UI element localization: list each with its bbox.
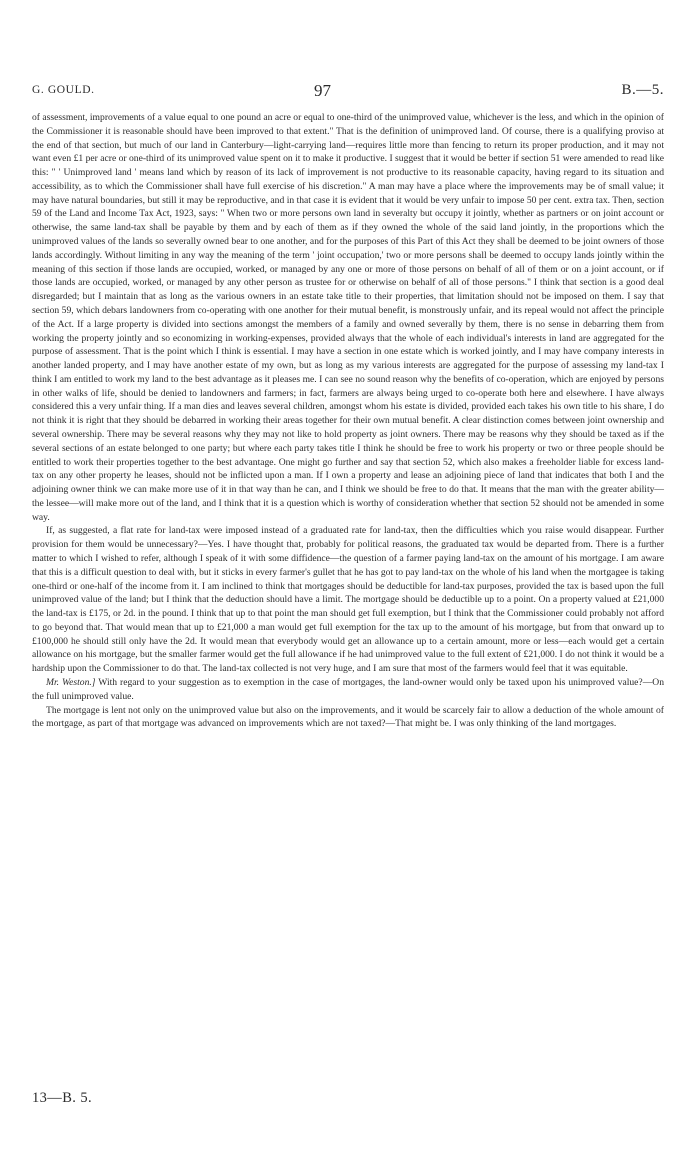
paragraph-3-text: With regard to your suggestion as to exemption in the case of mortgages, the land-owner would only be taxed upon his unimproved value?—On the full unimproved value. — [32, 677, 665, 702]
page-signature: 13—B. 5. — [32, 1090, 92, 1106]
header-document-code: B.—5. — [621, 82, 664, 98]
paragraph-1: of assessment, improvements of a value equal to one pound an acre or equal to one-third of the unimproved value, whichever is the less, and which in the opinion of the Commissioner it is reasonable should have been improved to that extent." That is the definition of unimproved land. Of course, there is a qualifying proviso at the end of that section, but much of our land in Canterbury—light-carrying land—requires little more than fencing to return its proper production, and it may not want even £1 per acre or one-third of its unimproved value spent on it to make it productive. I suggest that it would be better if section 51 were amended to read like this: " ' Unimproved land ' means land which by reason of its lack of improvement is not productive to its reasonable capacity, having regard to its situation and accessibility, as to which the Commissioner shall have full exercise of his discretion." A man may have a place where the improvements may be of small value; it may have natural boundaries, but still it may be reproductive, and in that case it is evident that it would be very unfair to impose 50 per cent. extra tax. Then, section 59 of the Land and Income Tax Act, 1923, says: " When two or more persons own land in severalty but occupy it jointly, whether as partners or on joint account or otherwise, the same land-tax shall be payable by them and by each of them as if they owned the whole of the said land jointly, in the proportions which the unimproved values of the lands so severally owned bear to one another, and for the purposes of this Part of this Act they shall be deemed to be joint owners of those lands accordingly. Without limiting in any way the meaning of the term ' joint occupation,' two or more persons shall be deemed to occupy lands jointly within the meaning of this section if those lands are occupied, worked, or managed by any one or more of those persons on behalf of all of them or on a joint account, or if those lands are occupied, worked, or managed by any other person as trustee for or otherwise on behalf of all of those persons." I think that section is a good deal disregarded; but I maintain that as long as the various owners in an estate take title to their properties, that limitation should not be imposed on them. I say that section 59, which debars landowners from co-operating with one another for their mutual benefit, is monstrously unfair, and its repeal would not affect the principle of the Act. If a large property is divided into sections amongst the members of a family and owned severally by them, there is no sense in debarring them from working the property jointly and so economizing in working-expenses, provided always that the whole of each individual's interests in land are aggregated for the purpose of assessment. That is the point which I think is essential. I may have a section in one estate which is worked jointly, and I may have company interests in another landed property, and I may have another estate of my own, but as long as my various interests are aggregated for the purpose of assessing my land-tax I think I am entitled to work my land to the best advantage as it pleases me. I can see no sound reason why the benefits of co-operation, which are enjoyed by persons in other walks of life, should be denied to landowners and farmers; in fact, farmers are always being urged to co-operate both here and elsewhere. I have always considered this a very unfair thing. If a man dies and leaves several children, amongst whom his estate is divided, provided each takes his own title to his share, I do not think it is right that they should be debarred in working their areas together for their own mutual benefit. A clear distinction comes between joint ownership and several ownership. There may be several reasons why they may not like to hold property as joint owners. There may be reasons why they should be taxed as if the several sections of an estate belonged to one party; but where each party takes title I think he should be free to work his property or two or three people should be entitled to work their properties together to the best advantage. One might go further and say that section 52, which also makes a freeholder liable for excess land-tax on any other property he leases, should not be inflicted upon a man. If I own a property and lease an adjoining piece of land that indicates that both I and the adjoining owner think we can make more use of it in that way than he can, and I think we should be free to do that. It means that the man with the greater ability—the lessee—will make more out of the land, and I think that it is a question which is worthy of consideration whether that section 52 should not be amended in some way. — [32, 112, 664, 523]
page-number: 97 — [314, 81, 331, 100]
speaker-label: Mr. Weston.] — [46, 677, 96, 689]
page-header — [32, 82, 664, 102]
header-witness-name: G. GOULD. — [32, 84, 95, 96]
paragraph-3 — [32, 676, 664, 704]
paragraph-2: If, as suggested, a flat rate for land-tax were imposed instead of a graduated rate for land-tax, then the difficulties which you raise would disappear. Further provision for them would be unnecessary?—Yes. I have thought that, probably for political reasons, the graduated tax would be departed from. There is a further matter to which I wished to refer, although I speak of it with some diffidence—the question of a farmer paying land-tax on the amount of his mortgage. I am aware that this is a difficult question to deal with, but it sticks in every farmer's gullet that he has got to pay land-tax on the whole of his land when the mortgagee is taking one-third or one-half of the income from it. I am inclined to think that mortgages should be deductible for land-tax purposes, provided the tax is based upon the full unimproved value of the land; but I think that the deduction should have a limit. The mortgage should be deductible up to a point. On a property valued at £21,000 the land-tax is £175, or 2d. in the pound. I think that up to that point the man should get full exemption, but I think that the Commissioner could probably not afford to go beyond that. That would mean that up to £21,000 a man would get full exemption for the tax up to the amount of his mortgage, but from that onward up to £100,000 he should still only have the 2d. It would mean that everybody would get an allowance up to a certain amount, more or less—each would get a certain allowance on his mortgage, but the smaller farmer would get the full allowance if he had unimproved value to the full extent of £21,000. I do not think it would be a hardship upon the Commissioner to do that. The land-tax collected is not very huge, and I am sure that most of the farmers would feel that it was equitable. — [32, 525, 664, 675]
paragraph-4: The mortgage is lent not only on the unimproved value but also on the improvements, and it would be scarcely fair to allow a deduction of the whole amount of the mortgage, as part of that mortgage was advanced on improvements which are not taxed?—That might be. I was only thinking of the land mortgages. — [32, 704, 664, 730]
body-text — [32, 111, 664, 731]
